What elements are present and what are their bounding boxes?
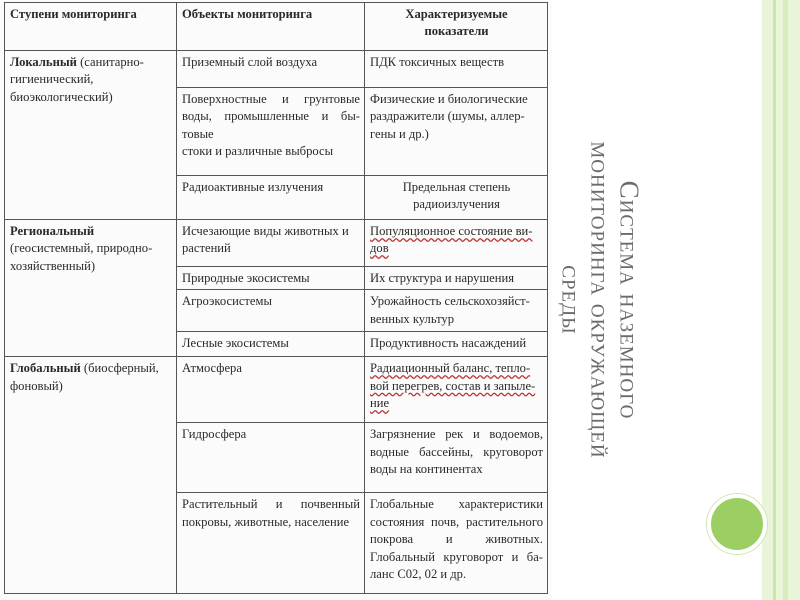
object-cell: Атмосфера: [177, 357, 365, 423]
decorative-side-band: [762, 0, 800, 600]
table-row: [5, 357, 548, 423]
object-cell: Природные экосистемы: [177, 267, 365, 290]
indicator-cell-text: Радиационный баланс, тепло-вой перегрев, состав и запыле-ние: [370, 361, 536, 411]
level-local: [5, 51, 177, 220]
table-row: [5, 220, 548, 267]
indicator-cell: Продуктивность насаждений: [365, 332, 548, 357]
decorative-side-line: [783, 0, 788, 600]
level-global-name: Глобальный: [10, 361, 81, 376]
decorative-side-line: [773, 0, 776, 600]
object-cell-text: Поверхностные и грунтовые воды, промышленные и бы-товые: [182, 92, 360, 141]
indicator-cell: Глобальные характеристики состояния почв, растительного покрова и животных. Глобальный круговорот и ба-ланс С02, 02 и др.: [365, 493, 548, 594]
monitoring-table: [4, 2, 548, 594]
object-cell: Лесные экосистемы: [177, 332, 365, 357]
object-cell: Исчезающие виды животных и растений: [177, 220, 365, 267]
indicator-cell: Предельная степень радиоизлучения: [365, 176, 548, 220]
object-cell: [177, 88, 365, 176]
indicator-cell: [365, 357, 548, 423]
level-regional-name: Региональный: [10, 224, 95, 238]
indicator-cell: [365, 88, 548, 176]
indicator-cell: Загрязнение рек и водоемов, водные бассейны, круговорот воды на континентах: [365, 423, 548, 493]
level-local-desc: (санитарно-гигиенический, биоэкологический): [10, 55, 144, 104]
slide-title-line: Система наземного: [614, 180, 645, 420]
object-cell: Приземный слой воздуха: [177, 51, 365, 88]
object-cell: Радиоактивные излучения: [177, 176, 365, 220]
slide-title-line: мониторинга окружающей: [585, 141, 616, 459]
slide-title-line: среды: [556, 265, 587, 335]
object-cell: Агроэкосистемы: [177, 290, 365, 332]
header-indicators-line1: Характеризуемые: [405, 7, 508, 21]
decorative-circle-icon: [707, 494, 767, 554]
level-global: [5, 357, 177, 594]
level-global-desc: (биосферный, фоновый): [10, 361, 159, 393]
level-regional: [5, 220, 177, 357]
indicator-cell-text: Популяционное состояние ви-дов: [370, 224, 533, 256]
indicator-cell: Их структура и нарушения: [365, 267, 548, 290]
object-cell-tail: стоки и различные выбросы: [182, 144, 334, 159]
indicator-cell: Урожайность сельскохозяйст-венных культур: [365, 290, 548, 332]
indicator-cell: ПДК токсичных веществ: [365, 51, 548, 88]
level-regional-desc: (геосистемный, природно-хозяйственный): [10, 241, 153, 273]
object-cell: Растительный и почвенный покровы, животные, население: [177, 493, 365, 594]
header-indicators: [365, 3, 548, 51]
header-levels: Ступени мониторинга: [5, 3, 177, 51]
header-indicators-line2: показатели: [424, 24, 489, 39]
indicator-cell: [365, 220, 548, 267]
table-row: [5, 51, 548, 88]
object-cell: Гидросфера: [177, 423, 365, 493]
slide-title: [556, 80, 643, 520]
indicator-cell-tail: раздражители (шумы, аллер-гены и др.): [370, 109, 525, 141]
table-header-row: [5, 3, 548, 51]
level-local-name: Локальный: [10, 55, 77, 69]
indicator-cell-text: Физические и биологические: [370, 92, 528, 106]
header-objects: Объекты мониторинга: [177, 3, 365, 51]
